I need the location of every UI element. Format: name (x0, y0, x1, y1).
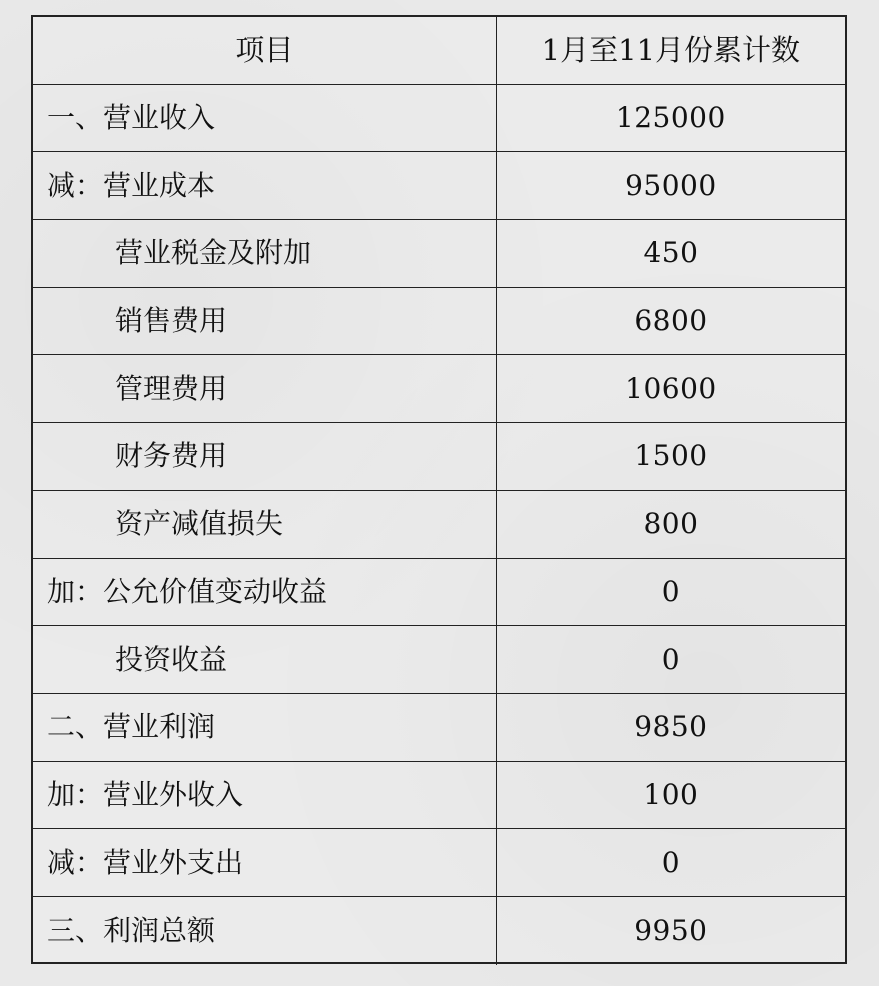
row-value: 6800 (634, 304, 708, 338)
table-row (33, 85, 845, 153)
row-value: 0 (661, 574, 681, 608)
table-row (33, 152, 845, 220)
table-row (33, 897, 845, 965)
row-label: 减：营业成本 (33, 152, 497, 219)
row-label: 销售费用 (33, 288, 497, 355)
table-row (33, 288, 845, 356)
income-statement-table (31, 15, 847, 964)
row-value: 1500 (634, 439, 708, 473)
row-label: 资产减值损失 (33, 491, 497, 558)
table-row (33, 626, 845, 694)
row-value: 9850 (634, 710, 708, 744)
table-row (33, 829, 845, 897)
row-value: 9950 (634, 913, 708, 947)
row-value: 0 (661, 642, 681, 676)
row-label: 减：营业外支出 (33, 829, 497, 896)
row-value: 125000 (615, 101, 726, 135)
row-label: 营业税金及附加 (33, 220, 497, 287)
table-row (33, 220, 845, 288)
table-row (33, 355, 845, 423)
table-row (33, 491, 845, 559)
row-label: 二、营业利润 (33, 694, 497, 761)
row-value: 95000 (625, 168, 717, 202)
row-label: 一、营业收入 (33, 85, 497, 152)
table-row (33, 423, 845, 491)
row-label: 加：公允价值变动收益 (33, 559, 497, 626)
table-row (33, 559, 845, 627)
row-value: 800 (643, 507, 699, 541)
table-header-row (33, 17, 845, 85)
row-value: 0 (661, 845, 681, 879)
row-value: 10600 (625, 371, 717, 405)
table-row (33, 694, 845, 762)
row-label: 三、利润总额 (33, 897, 497, 965)
row-label: 投资收益 (33, 626, 497, 693)
header-item: 项目 (33, 17, 497, 84)
row-label: 财务费用 (33, 423, 497, 490)
row-value: 100 (643, 777, 699, 811)
header-cumulative: 1月至11月份累计数 (541, 32, 801, 67)
row-label: 管理费用 (33, 355, 497, 422)
table-row (33, 762, 845, 830)
row-label: 加：营业外收入 (33, 762, 497, 829)
row-value: 450 (643, 236, 699, 270)
